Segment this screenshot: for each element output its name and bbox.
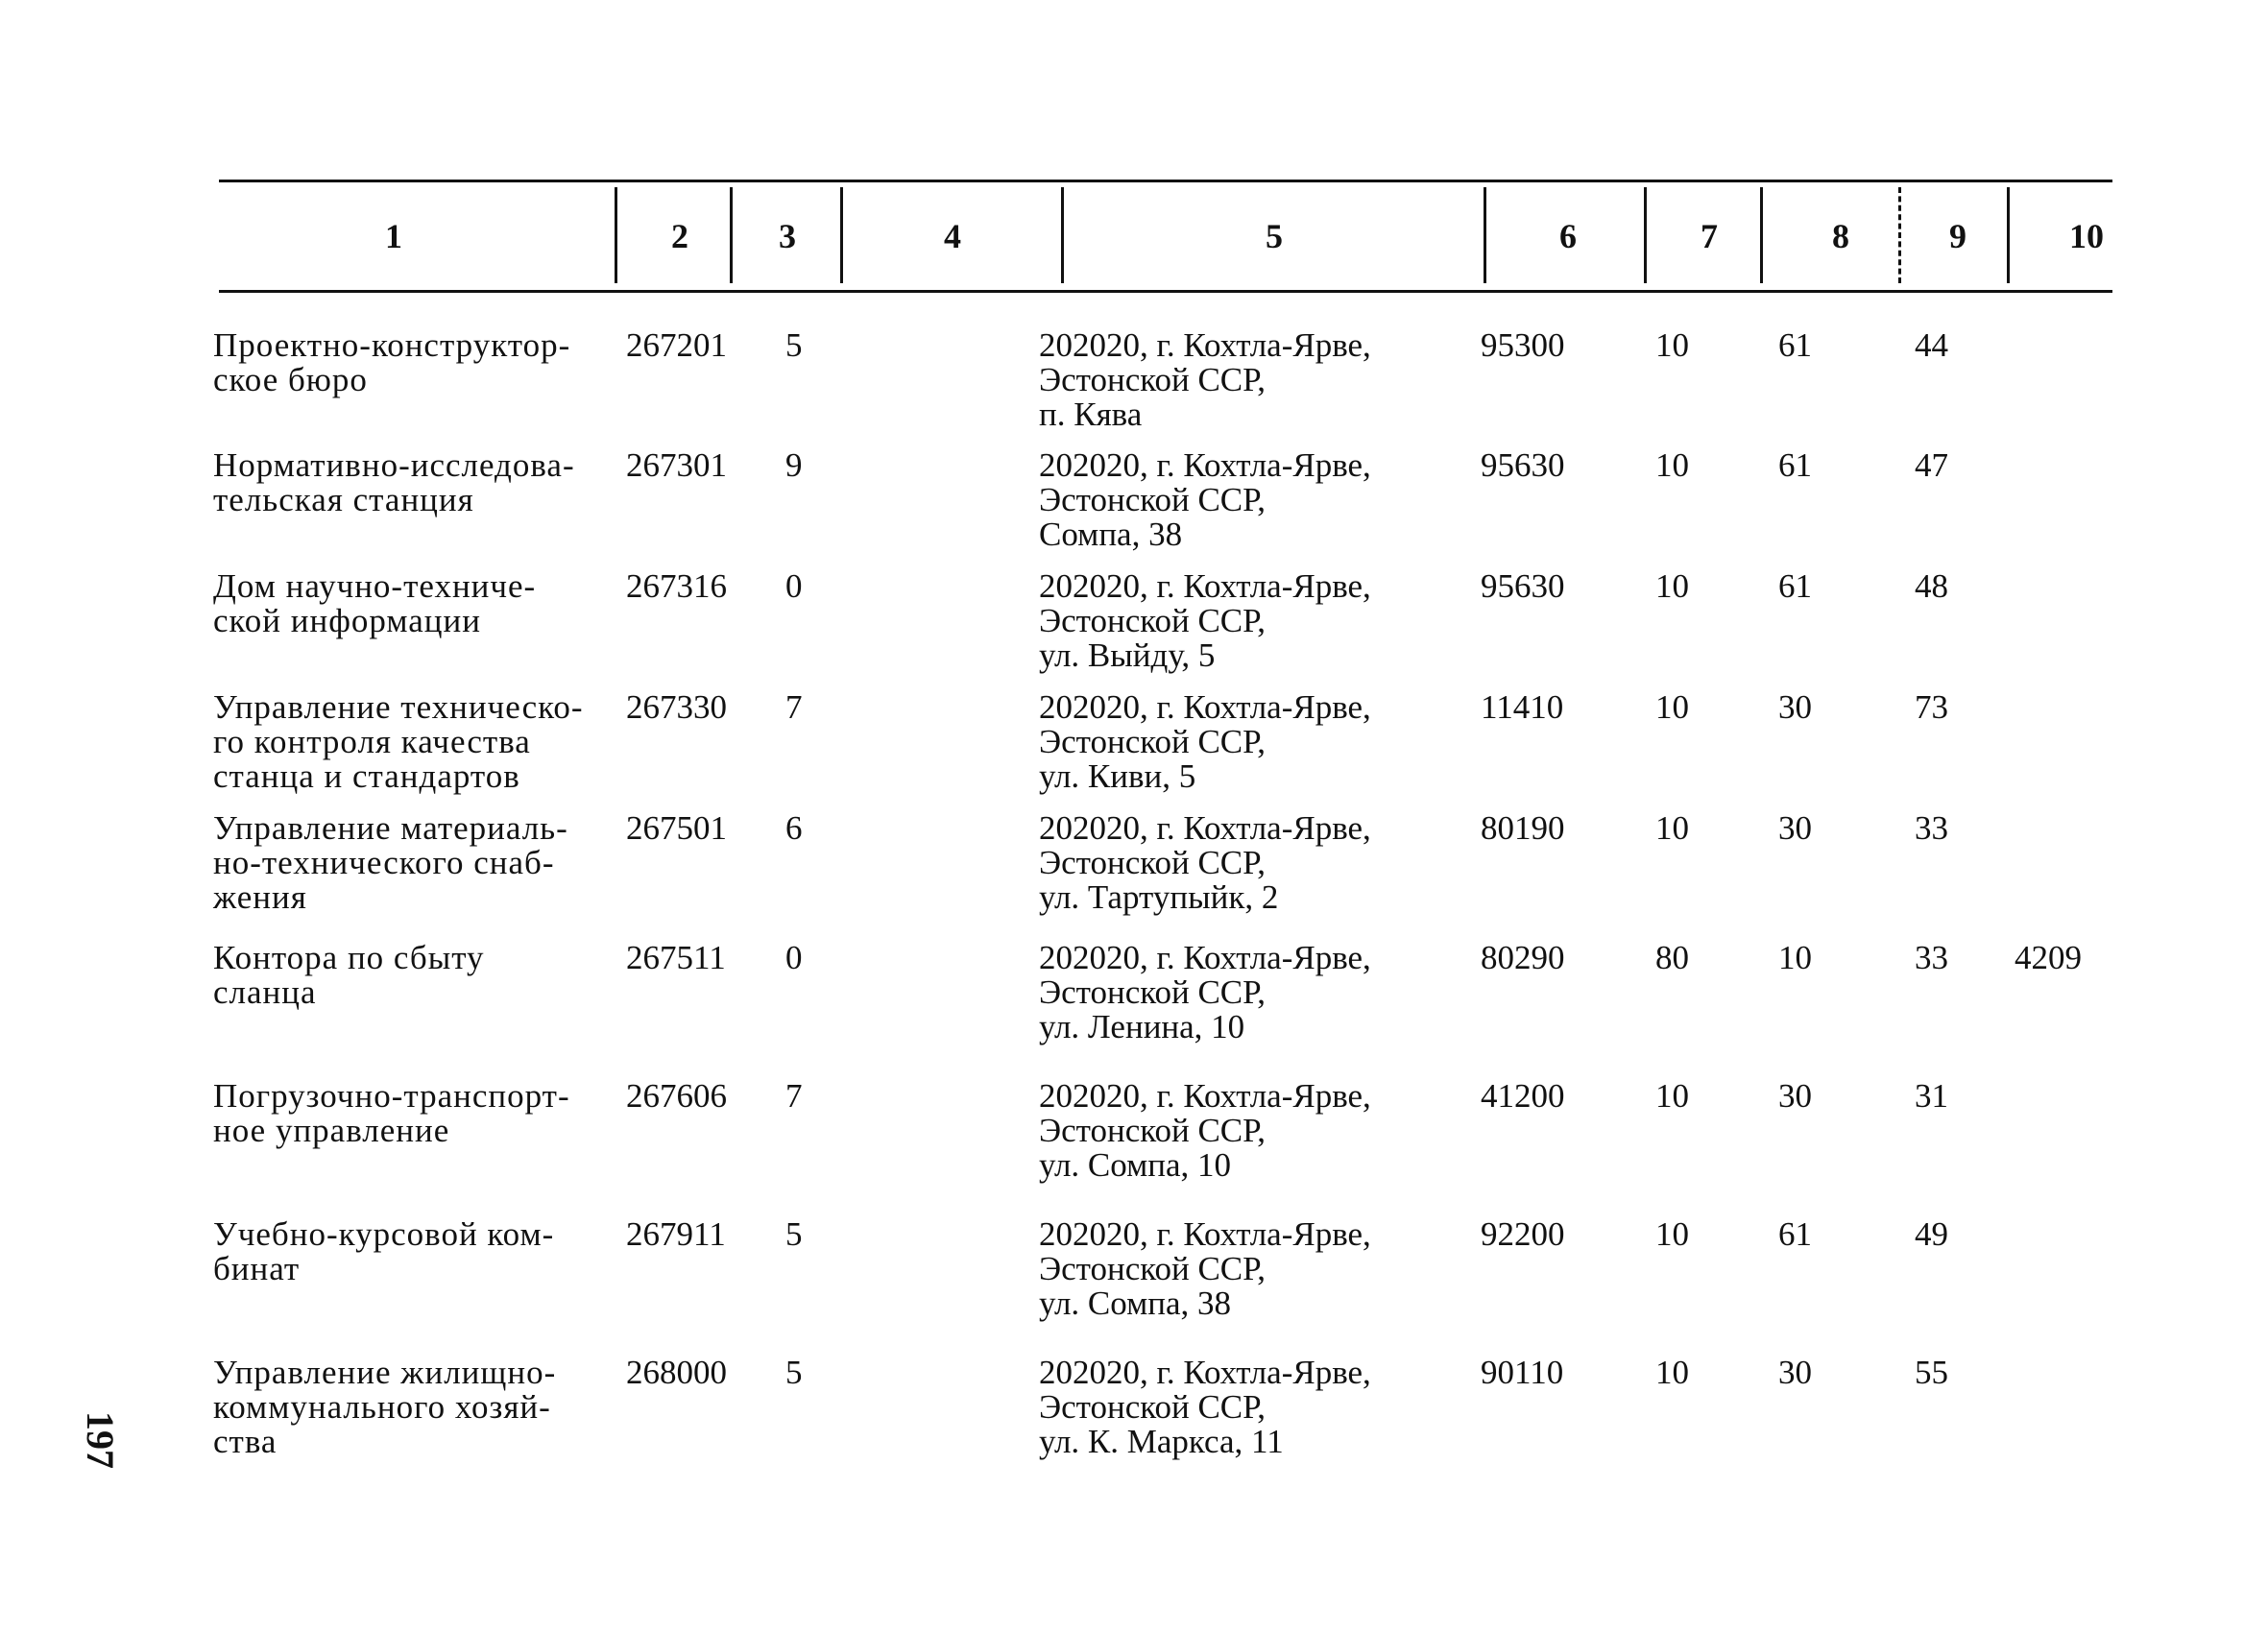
organization-name: Контора по сбыту сланца bbox=[213, 939, 485, 1011]
column-header-5: 5 bbox=[1266, 217, 1283, 255]
organization-name: Учебно-курсовой ком- бинат bbox=[213, 1215, 555, 1287]
col-9-value: 73 bbox=[1915, 688, 1948, 726]
header-separator bbox=[2007, 187, 2010, 283]
postal-address: 202020, г. Кохтла-Ярве, Эстонской ССР, ул. К. Маркса, 11 bbox=[1039, 1354, 1371, 1460]
col-8-value: 30 bbox=[1778, 688, 1812, 726]
col-10-value: 4209 bbox=[2015, 939, 2082, 976]
col-8-value: 30 bbox=[1778, 809, 1812, 847]
col-8-value: 61 bbox=[1778, 1215, 1812, 1253]
col-6-value: 41200 bbox=[1481, 1077, 1565, 1115]
column-header-3: 3 bbox=[779, 217, 796, 255]
col-9-value: 49 bbox=[1915, 1215, 1948, 1253]
organization-code: 267201 bbox=[626, 326, 727, 364]
col-9-value: 33 bbox=[1915, 809, 1948, 847]
organization-code: 267501 bbox=[626, 809, 727, 847]
col-6-value: 90110 bbox=[1481, 1354, 1564, 1391]
col-6-value: 11410 bbox=[1481, 688, 1564, 726]
header-separator bbox=[1061, 187, 1064, 283]
header-separator bbox=[1898, 187, 1901, 283]
postal-address: 202020, г. Кохтла-Ярве, Эстонской ССР, ул. Сомпа, 10 bbox=[1039, 1077, 1371, 1184]
organization-code: 267511 bbox=[626, 939, 726, 976]
col-9-value: 55 bbox=[1915, 1354, 1948, 1391]
check-digit: 0 bbox=[785, 567, 803, 605]
page-number: 197 bbox=[79, 1411, 122, 1469]
col-8-value: 30 bbox=[1778, 1077, 1812, 1115]
col-8-value: 61 bbox=[1778, 326, 1812, 364]
col-6-value: 80290 bbox=[1481, 939, 1565, 976]
col-9-value: 47 bbox=[1915, 446, 1948, 484]
col-7-value: 10 bbox=[1655, 1215, 1689, 1253]
organization-name: Управление техническо- го контроля качества станца и стандартов bbox=[213, 688, 584, 795]
organization-code: 267316 bbox=[626, 567, 727, 605]
organization-name: Управление жилищно- коммунального хозяй- ства bbox=[213, 1354, 557, 1460]
check-digit: 7 bbox=[785, 1077, 803, 1115]
header-separator bbox=[840, 187, 843, 283]
check-digit: 5 bbox=[785, 1215, 803, 1253]
postal-address: 202020, г. Кохтла-Ярве, Эстонской ССР, ул. Сомпа, 38 bbox=[1039, 1215, 1371, 1322]
postal-address: 202020, г. Кохтла-Ярве, Эстонской ССР, ул. Выйду, 5 bbox=[1039, 567, 1371, 674]
col-7-value: 10 bbox=[1655, 809, 1689, 847]
organization-code: 267911 bbox=[626, 1215, 726, 1253]
column-header-6: 6 bbox=[1559, 217, 1577, 255]
postal-address: 202020, г. Кохтла-Ярве, Эстонской ССР, Сомпа, 38 bbox=[1039, 446, 1371, 553]
header-separator bbox=[1484, 187, 1486, 283]
check-digit: 0 bbox=[785, 939, 803, 976]
column-header-7: 7 bbox=[1701, 217, 1718, 255]
check-digit: 5 bbox=[785, 1354, 803, 1391]
col-8-value: 61 bbox=[1778, 567, 1812, 605]
column-header-4: 4 bbox=[944, 217, 961, 255]
col-7-value: 80 bbox=[1655, 939, 1689, 976]
header-separator bbox=[1760, 187, 1763, 283]
col-8-value: 30 bbox=[1778, 1354, 1812, 1391]
col-8-value: 10 bbox=[1778, 939, 1812, 976]
check-digit: 5 bbox=[785, 326, 803, 364]
postal-address: 202020, г. Кохтла-Ярве, Эстонской ССР, ул. Киви, 5 bbox=[1039, 688, 1371, 795]
header-separator bbox=[730, 187, 733, 283]
col-6-value: 95300 bbox=[1481, 326, 1565, 364]
check-digit: 9 bbox=[785, 446, 803, 484]
table-top-rule bbox=[219, 180, 2112, 182]
check-digit: 6 bbox=[785, 809, 803, 847]
col-7-value: 10 bbox=[1655, 688, 1689, 726]
check-digit: 7 bbox=[785, 688, 803, 726]
organization-name: Управление материаль- но-технического снаб- жения bbox=[213, 809, 568, 916]
header-separator bbox=[615, 187, 617, 283]
table-header-bottom-rule bbox=[219, 290, 2112, 293]
postal-address: 202020, г. Кохтла-Ярве, Эстонской ССР, п. Кява bbox=[1039, 326, 1371, 433]
col-6-value: 95630 bbox=[1481, 446, 1565, 484]
col-7-value: 10 bbox=[1655, 446, 1689, 484]
col-6-value: 92200 bbox=[1481, 1215, 1565, 1253]
organization-name: Нормативно-исследова- тельская станция bbox=[213, 446, 575, 518]
col-9-value: 44 bbox=[1915, 326, 1948, 364]
column-header-8: 8 bbox=[1832, 217, 1849, 255]
column-header-9: 9 bbox=[1949, 217, 1966, 255]
column-header-2: 2 bbox=[671, 217, 688, 255]
organization-name: Дом научно-техниче- ской информации bbox=[213, 567, 537, 639]
postal-address: 202020, г. Кохтла-Ярве, Эстонской ССР, ул. Ленина, 10 bbox=[1039, 939, 1371, 1045]
col-7-value: 10 bbox=[1655, 1354, 1689, 1391]
col-9-value: 48 bbox=[1915, 567, 1948, 605]
column-header-10: 10 bbox=[2069, 217, 2104, 255]
column-header-1: 1 bbox=[385, 217, 402, 255]
col-6-value: 95630 bbox=[1481, 567, 1565, 605]
col-7-value: 10 bbox=[1655, 1077, 1689, 1115]
header-separator bbox=[1644, 187, 1647, 283]
col-7-value: 10 bbox=[1655, 567, 1689, 605]
organization-name: Погрузочно-транспорт- ное управление bbox=[213, 1077, 570, 1149]
postal-address: 202020, г. Кохтла-Ярве, Эстонской ССР, ул. Тартупыйк, 2 bbox=[1039, 809, 1371, 916]
organization-code: 268000 bbox=[626, 1354, 727, 1391]
col-9-value: 33 bbox=[1915, 939, 1948, 976]
organization-code: 267330 bbox=[626, 688, 727, 726]
organization-code: 267606 bbox=[626, 1077, 727, 1115]
col-7-value: 10 bbox=[1655, 326, 1689, 364]
col-8-value: 61 bbox=[1778, 446, 1812, 484]
col-6-value: 80190 bbox=[1481, 809, 1565, 847]
organization-name: Проектно-конструктор- ское бюро bbox=[213, 326, 571, 398]
organization-code: 267301 bbox=[626, 446, 727, 484]
col-9-value: 31 bbox=[1915, 1077, 1948, 1115]
